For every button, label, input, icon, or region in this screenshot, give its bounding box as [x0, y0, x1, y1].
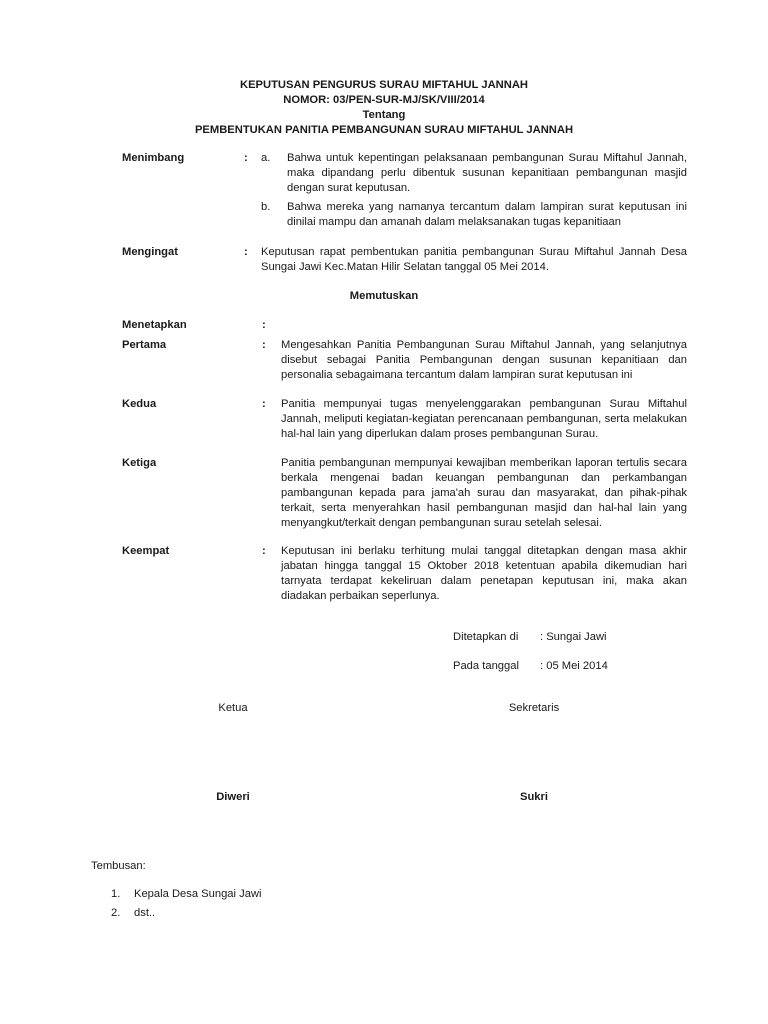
ketiga-text: Panitia pembangunan mempunyai kewajiban memberikan laporan tertulis secara berkala mengenai badan keuangan pembangunan dan perkambangan pambangunan kepada para jama'ah surau dan masyarakat, dan pihak-pihak terkait, serta menyerahkan hasil pembangunan masjid dan hal-hal lain yang menyangkut/terkait dengan pembangunan surau setelah selesai.: [281, 457, 687, 529]
tembusan-item-number: 2.: [111, 907, 121, 919]
place-value: : Sungai Jawi: [540, 631, 607, 643]
signature-name-left: Diweri: [216, 791, 250, 803]
date-label: Pada tanggal: [453, 660, 519, 672]
place-label: Ditetapkan di: [453, 631, 519, 643]
tembusan-item-text: dst..: [134, 907, 156, 919]
mengingat-text: Keputusan rapat pembentukan panitia pembangunan Surau Miftahul Jannah Desa Sungai Jawi Kec.Matan Hilir Selatan tanggal 05 Mei 2014.: [261, 246, 687, 273]
mengingat-colon: :: [244, 246, 248, 258]
menetapkan-label: Menetapkan: [122, 319, 187, 331]
ketiga-label: Ketiga: [122, 457, 157, 469]
signature-role-right: Sekretaris: [508, 702, 560, 714]
pertama-colon: :: [262, 339, 266, 351]
kedua-text: Panitia mempunyai tugas menyelenggarakan pembangunan Surau Miftahul Jannah, meliputi kegiatan-kegiatan perencanaan pembangunan, serta melakukan hal-hal lain yang diperlukan dalam proses pembangunan Surau.: [281, 398, 687, 440]
tembusan-title: Tembusan:: [91, 860, 146, 872]
date-value: : 05 Mei 2014: [540, 660, 608, 672]
menimbang-label: Menimbang: [122, 152, 185, 164]
memutuskan-heading: Memutuskan: [349, 290, 419, 302]
keempat-colon: :: [262, 545, 266, 557]
menimbang-b-text: Bahwa mereka yang namanya tercantum dalam lampiran surat keputusan ini dinilai mampu dan amanah dalam melaksanakan tugas kepanitiaan: [287, 201, 687, 228]
pertama-text: Mengesahkan Panitia Pembangunan Surau Miftahul Jannah, yang selanjutnya disebut sebagai Panitia Pembangunan dengan susunan kepanitiaan dan personalia sebagaimana tercantum dalam lampiran surat keputusan ini: [281, 339, 687, 381]
menimbang-a-text: Bahwa untuk kepentingan pelaksanaan pembangunan Surau Miftahul Jannah, maka dipandang perlu dibentuk susunan kepanitiaan pembangunan masjid dengan surat keputusan.: [287, 152, 687, 194]
keempat-label: Keempat: [122, 545, 170, 557]
pertama-label: Pertama: [122, 339, 167, 351]
menetapkan-colon: :: [262, 319, 266, 331]
title-tentang: Tentang: [362, 109, 406, 121]
menimbang-a-letter: a.: [261, 152, 271, 164]
mengingat-label: Mengingat: [122, 246, 178, 258]
tembusan-item-text: Kepala Desa Sungai Jawi: [134, 888, 262, 900]
menimbang-b-letter: b.: [261, 201, 271, 213]
menimbang-colon: :: [244, 152, 248, 164]
title-subject: PEMBENTUKAN PANITIA PEMBANGUNAN SURAU MIFTAHUL JANNAH: [194, 124, 574, 136]
tembusan-item-number: 1.: [111, 888, 121, 900]
signature-role-left: Ketua: [218, 702, 248, 714]
kedua-colon: :: [262, 398, 266, 410]
title-line-1: KEPUTUSAN PENGURUS SURAU MIFTAHUL JANNAH: [240, 79, 528, 91]
signature-name-right: Sukri: [520, 791, 548, 803]
keempat-text: Keputusan ini berlaku terhitung mulai tanggal ditetapkan dengan masa akhir jabatan hingga tanggal 15 Oktober 2018 ketentuan apabila dikemudian hari tarnyata terdapat kekeliruan dalam penetapan keputusan ini, maka akan diadakan perbaikan seperlunya.: [281, 545, 687, 602]
decree-number: NOMOR: 03/PEN-SUR-MJ/SK/VIII/2014: [283, 94, 485, 106]
kedua-label: Kedua: [122, 398, 157, 410]
